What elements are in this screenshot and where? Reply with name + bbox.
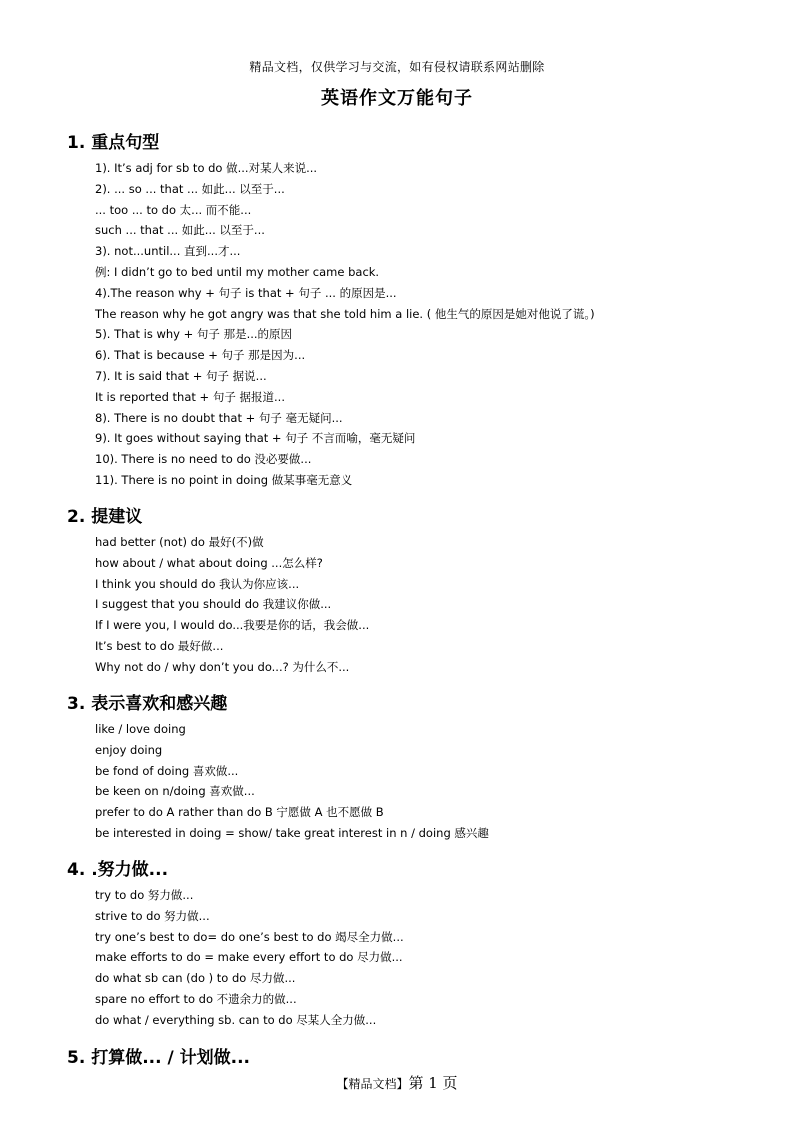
page-footer [0,1072,794,1093]
section-lines-suggestions [95,532,369,678]
list-item: 4).The reason why + 句子 is that + 句子 ... 的原因是... [95,285,397,300]
list-item: It’s best to do 最好做... [95,638,224,653]
section-heading-key-patterns: 1. 重点句型 [67,133,160,153]
list-item: such ... that ... 如此... 以至于... [95,223,265,238]
page-number: 第 1 页 [408,1074,458,1092]
list-item: strive to do 努力做... [95,908,210,923]
list-item: do what / everything sb. can to do 尽某人全力做... [95,1012,377,1027]
section-heading-likes-interests: 3. 表示喜欢和感兴趣 [67,694,228,714]
list-item: 2). ... so ... that ... 如此... 以至于... [95,181,285,196]
list-item: 7). It is said that + 句子 据说... [95,368,267,383]
section-heading-effort: 4. .努力做... [67,860,169,880]
list-item: If I were you, I would do...我要是你的话，我会做... [95,618,370,633]
section-lines-key-patterns [95,158,595,491]
list-item: make efforts to do = make every effort to do 尽力做... [95,950,403,965]
list-item: try one’s best to do= do one’s best to do 竭尽全力做... [95,929,404,944]
list-item: be fond of doing 喜欢做... [95,763,239,778]
list-item: 8). There is no doubt that + 句子 毫无疑问... [95,410,343,425]
list-item: I think you should do 我认为你应该... [95,576,300,591]
list-item: 1). It’s adj for sb to do 做...对某人来说... [95,161,318,175]
list-item: prefer to do A rather than do B 宁愿做 A 也不愿做 B [95,805,384,820]
watermark-notice: 精品文档，仅供学习与交流，如有侵权请联系网站删除 [249,60,545,74]
list-item: 11). There is no point in doing 做某事毫无意义 [95,472,353,487]
list-item: 3). not...until... 直到...才... [95,244,241,259]
list-item: 10). There is no need to do 没必要做... [95,452,312,467]
list-item: be interested in doing = show/ take great interest in n / doing 感兴趣 [95,825,489,840]
section-heading-plans: 5. 打算做... / 计划做... [67,1048,250,1068]
section-lines-effort [95,885,404,1031]
list-item: spare no effort to do 不遗余力的做... [95,991,297,1006]
list-item: be keen on n/doing 喜欢做... [95,784,255,799]
list-item: had better (not) do 最好(不)做 [95,535,264,549]
list-item: 9). It goes without saying that + 句子 不言而喻，毫无疑问 [95,431,416,446]
list-item: how about / what about doing ...怎么样? [95,555,323,570]
list-item: Why not do / why don’t you do...? 为什么不... [95,659,350,674]
list-item: It is reported that + 句子 据报道... [95,389,285,404]
list-item: 6). That is because + 句子 那是因为... [95,348,306,363]
list-item: try to do 努力做... [95,888,194,902]
list-item: ... too ... to do 太... 而不能... [95,202,252,217]
list-item: enjoy doing [95,742,163,757]
list-item: I suggest that you should do 我建议你做... [95,597,332,612]
section-heading-suggestions: 2. 提建议 [67,507,143,527]
list-item: 例: I didn’t go to bed until my mother came back. [95,264,380,279]
list-item: The reason why he got angry was that she told him a lie. ( 他生气的原因是她对他说了谎。) [95,306,595,321]
list-item: do what sb can (do ) to do 尽力做... [95,971,296,986]
list-item: 5). That is why + 句子 那是...的原因 [95,327,293,342]
page-title: 英语作文万能句子 [321,88,473,109]
footer-tag: 【精品文档】 [336,1077,409,1091]
list-item: like / love doing [95,722,186,736]
section-lines-likes-interests [95,719,489,844]
